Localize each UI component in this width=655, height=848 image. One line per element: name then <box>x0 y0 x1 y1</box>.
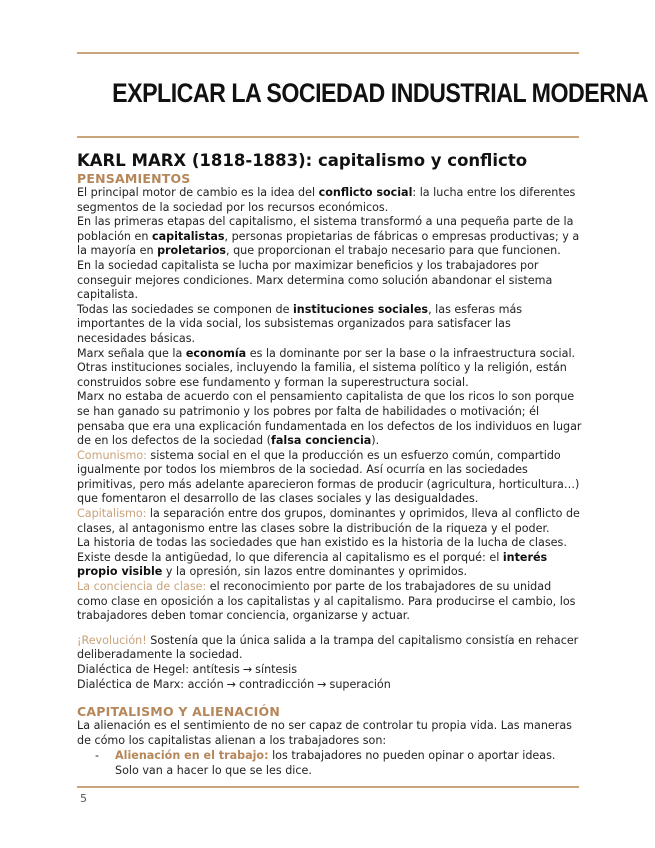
bullet-dash: - <box>95 749 100 763</box>
text-run: síntesis <box>255 663 298 676</box>
bold-term: conflicto social <box>318 186 413 199</box>
text-run: contradicción <box>239 677 315 691</box>
text-run: es la dominante por ser la base o la infraestructura social. <box>246 346 576 360</box>
text-run: Sostenía que la única salida a la trampa del capitalismo consistía en rehacer deliberadamente la sociedad. <box>77 633 579 662</box>
subheading-alienacion: CAPITALISMO Y ALIENACIÓN <box>77 704 281 720</box>
text-run: Dialéctica de Hegel: antítesis <box>77 663 240 676</box>
text-run: superación <box>329 677 391 691</box>
text-run: , personas propietarias de fábricas o empresas productivas; y a la mayoría en <box>77 229 580 258</box>
term-alienacion-trabajo: Alienación en el trabajo: <box>115 749 269 763</box>
paragraph-capitalistas <box>77 215 582 259</box>
text-run: , las esferas más importantes de la vida social, los subsistemas organizados para satisfacer las necesidades básicas. <box>77 302 523 345</box>
title-divider <box>77 136 579 138</box>
text-run: , que proporcionan el trabajo necesario para que funcionen. <box>226 244 561 258</box>
term-revolucion: ¡Revolución! <box>77 633 147 647</box>
paragraph-lucha-beneficios: En la sociedad capitalista se lucha por maximizar beneficios y los trabajadores por conseguir mejores condiciones. Marx determina como solución abandonar el sistema capitalista. <box>77 258 553 302</box>
text-run: y la opresión, sin lazos entre dominantes y oprimidos. <box>162 565 468 579</box>
bold-term: economía <box>185 346 247 360</box>
paragraph-comunismo <box>77 449 582 507</box>
bullet-text <box>115 749 582 778</box>
arrow-right-icon: → <box>242 663 253 676</box>
paragraph-capitalismo <box>77 507 582 536</box>
paragraph-lucha-clases: La historia de todas las sociedades que han existido es la historia de la lucha de clases. <box>77 536 567 550</box>
list-item <box>77 749 582 778</box>
arrow-right-icon: → <box>226 677 236 691</box>
text-run: ). <box>371 434 380 448</box>
top-divider <box>77 52 579 54</box>
paragraph-conflicto-social <box>77 186 582 215</box>
term-comunismo: Comunismo: <box>77 448 147 462</box>
text-run: el reconocimiento por parte de los trabajadores de su unidad como clase en oposición a los capitalistas y al capitalismo. Para producirse el cambio, los trabajadores deben tomar conciencia, organizarse y actuar. <box>77 580 576 623</box>
paragraph-economia <box>77 347 582 362</box>
text-run: Marx señala que la <box>77 346 186 360</box>
dialectica-hegel <box>77 663 582 678</box>
document-body <box>77 150 582 779</box>
bold-term: proletarios <box>157 244 227 258</box>
text-run: los trabajadores no pueden opinar o aportar ideas. Solo van a hacer lo que se les dice. <box>115 749 556 777</box>
paragraph-alienacion: La alienación es el sentimiento de no ser capaz de controlar tu propia vida. Las maneras de cómo los capitalistas alienan a los trabajadores son: <box>77 719 572 747</box>
paragraph-revolucion <box>77 634 582 663</box>
term-capitalismo: Capitalismo: <box>77 507 147 521</box>
text-run: Todas las sociedades se componen de <box>77 302 293 316</box>
text-run: En las primeras etapas del capitalismo, el sistema transformó a una pequeña parte de la población en <box>77 215 574 243</box>
bold-term: interés propio visible <box>77 550 548 579</box>
text-run: : la lucha entre los diferentes segmentos de la sociedad por los recursos económicos. <box>77 186 576 214</box>
text-run: sistema social en el que la producción es un esfuerzo común, compartido igualmente por todos los miembros de la sociedad. Así ocurría en las sociedades primitivas, pero más adelante aparecieron formas de producir (agricultura, horticultura…) que fomentaron el desarrollo de las clases sociales y las desigualdades. <box>77 448 580 506</box>
text-run: Marx no estaba de acuerdo con el pensamiento capitalista de que los ricos lo son porque se han ganado su patrimonio y los pobres por falta de habilidades o motivación; él pensaba que era una explicación fundamentada en los defectos de los individuos en lugar de en los defectos de la sociedad ( <box>77 390 582 448</box>
footer-divider <box>77 786 579 788</box>
bold-term: capitalistas <box>151 229 225 243</box>
document-title: EXPLICAR LA SOCIEDAD INDUSTRIAL MODERNA <box>112 78 649 108</box>
paragraph-interes-propio <box>77 551 582 580</box>
text-run: El principal motor de cambio es la idea del <box>77 186 319 199</box>
paragraph-instituciones <box>77 303 582 347</box>
subheading-pensamientos: PENSAMIENTOS <box>77 171 191 186</box>
section-title: KARL MARX (1818-1883): capitalismo y conflicto <box>77 151 528 170</box>
paragraph-falsa-conciencia <box>77 390 582 448</box>
paragraph-superestructura: Otras instituciones sociales, incluyendo la familia, el sistema político y la religión, están construidos sobre ese fundamento y forman la superestructura social. <box>77 361 567 389</box>
bold-term: falsa conciencia <box>271 434 372 448</box>
page-number: 5 <box>80 792 87 805</box>
dialectica-marx <box>77 678 582 693</box>
paragraph-conciencia-clase <box>77 580 582 624</box>
text-run: la separación entre dos grupos, dominantes y oprimidos, lleva al conflicto de clases, al antagonismo entre las clases sobre la distribución de la riqueza y el poder. <box>77 507 580 535</box>
arrow-right-icon: → <box>317 677 327 691</box>
text-run: Dialéctica de Marx: acción <box>77 677 224 691</box>
term-conciencia-clase: La conciencia de clase: <box>77 580 207 594</box>
bold-term: instituciones sociales <box>292 302 429 316</box>
text-run: Existe desde la antigüedad, lo que diferencia al capitalismo es el porqué: el <box>77 550 503 564</box>
